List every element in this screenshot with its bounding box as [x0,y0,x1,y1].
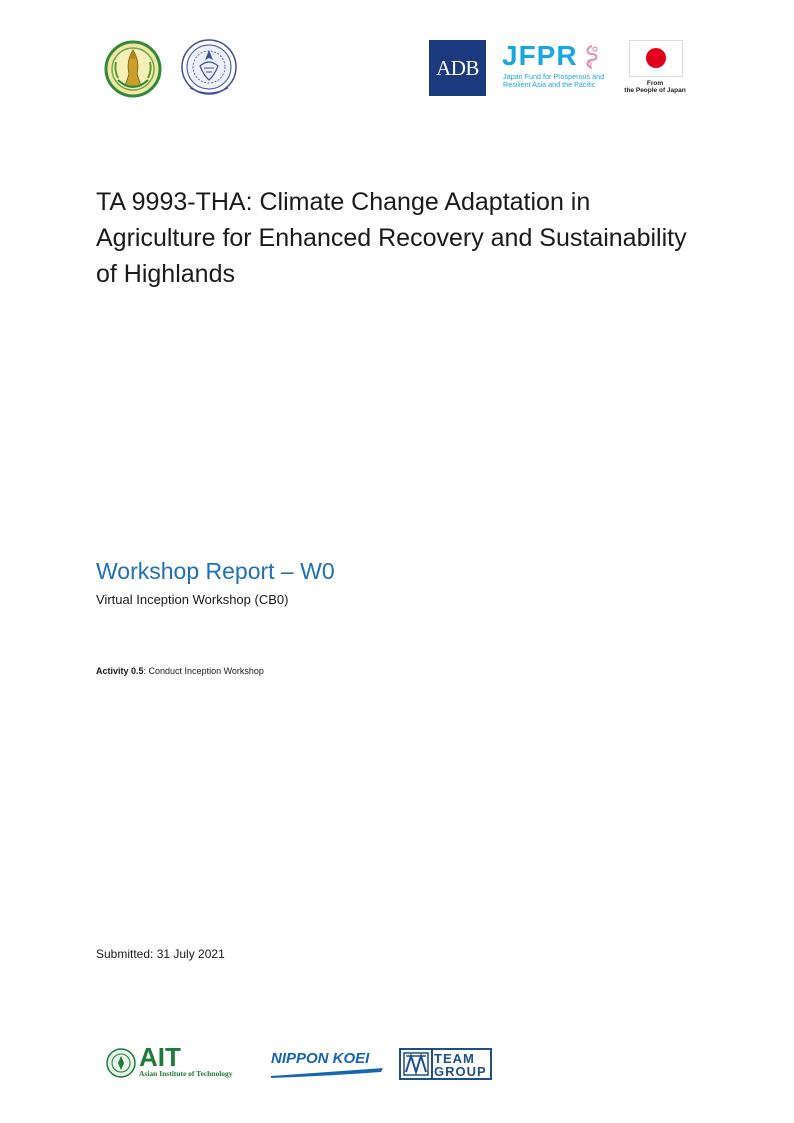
report-subtitle: Virtual Inception Workshop (CB0) [96,592,289,607]
japan-aid-line1: From [646,80,664,87]
nippon-koei-logo [269,1050,385,1080]
team-group-divider [431,1050,433,1078]
team-group-logo [399,1048,492,1080]
ait-logo-subtitle: Asian Institute of Technology [139,1069,233,1078]
nippon-koei-swoosh-icon [269,1068,385,1078]
activity-label: Activity 0.5 [96,666,144,676]
team-group-line1: TEAM [434,1051,475,1066]
team-group-line2: GROUP [434,1064,487,1079]
ait-seal-icon [106,1048,136,1078]
adb-logo [429,40,486,96]
activity-text: : Conduct Inception Workshop [143,666,264,676]
jfpr-logo [500,40,610,96]
document-title: TA 9993-THA: Climate Change Adaptation in Agriculture for Enhanced Recovery and Sustainability of Highlands [96,188,687,288]
japan-flag-icon [629,40,683,77]
jfpr-swirl-icon [584,44,600,72]
team-group-mark-icon [403,1052,429,1076]
japan-aid-line2: the People of Japan [624,87,686,94]
adb-logo-text: ADB [436,55,479,80]
jfpr-subtitle-line2: Resilient Asia and the Pacific [503,80,596,89]
ait-logo [106,1042,251,1082]
royal-project-seal-logo [180,38,238,98]
report-title: Workshop Report – W0 [96,558,335,584]
jfpr-logo-word: JFPR [502,40,578,71]
nippon-koei-logo-word: NIPPON KOEI [271,1050,370,1067]
japan-aid-logo [624,40,686,98]
agriculture-ministry-seal-logo [104,40,162,98]
ait-logo-word: AIT [139,1042,181,1072]
activity-line [96,666,264,676]
jfpr-subtitle-line1: Japan Fund for Prosperous and [503,72,605,81]
submitted-date: Submitted: 31 July 2021 [96,947,225,961]
